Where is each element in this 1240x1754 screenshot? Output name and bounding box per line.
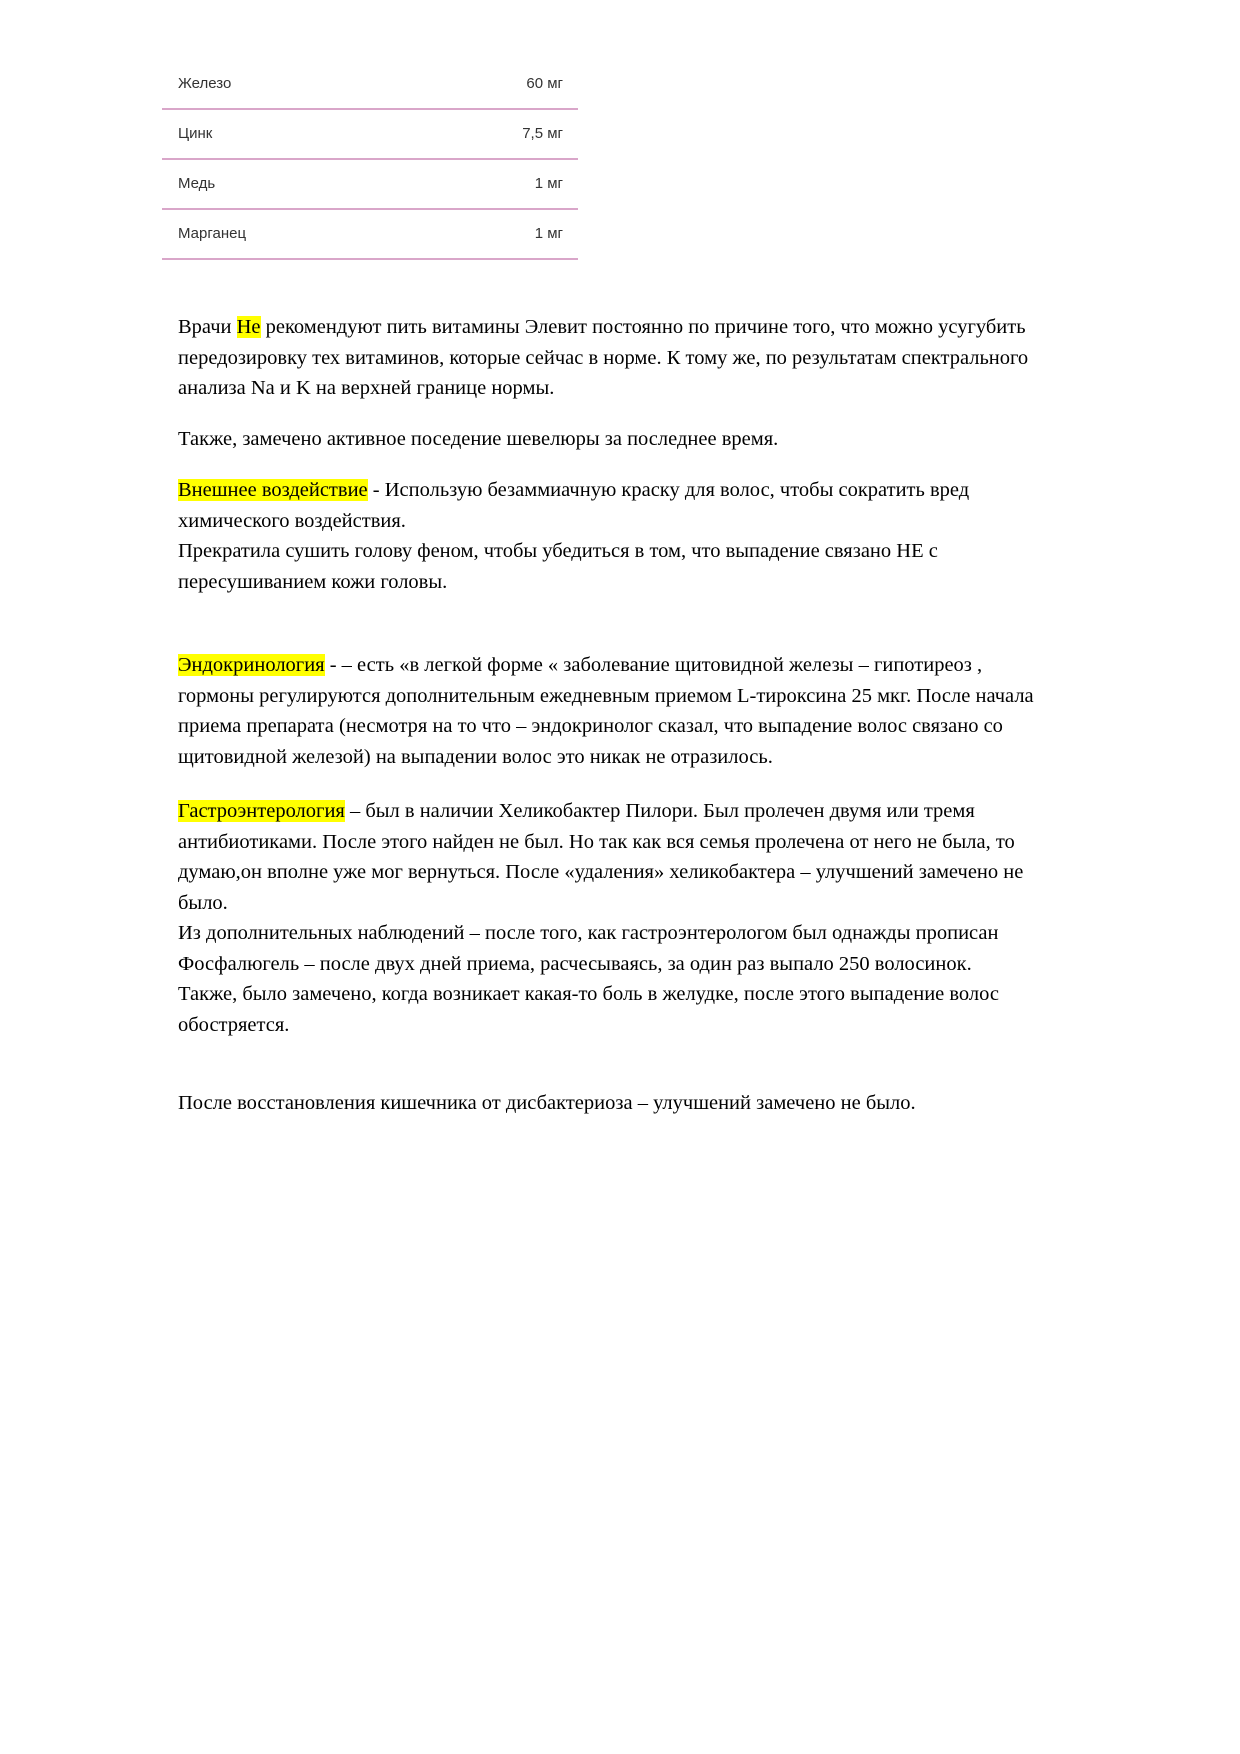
paragraph-line: обостряется. <box>178 1013 290 1036</box>
table-row <box>162 110 578 160</box>
paragraph-line: Также, замечено активное поседение шевелюры за последнее время. <box>178 428 779 450</box>
text-run: – был в наличии Хеликобактер Пилори. Был пролечен двумя или тремя <box>344 800 975 822</box>
gastroenterology-paragraph <box>178 796 1158 1040</box>
paragraph-line: пересушиванием кожи головы. <box>178 570 448 593</box>
paragraph-line: приема препарата (несмотря на то что – эндокринолог сказал, что выпадение волос связано со <box>178 715 1003 737</box>
nutrient-name: Цинк <box>178 125 213 142</box>
paragraph-line: гормоны регулируются дополнительным ежедневным приемом L-тироксина 25 мкг. После начала <box>178 684 1034 707</box>
external-influence-paragraph <box>178 475 1158 597</box>
paragraph-line: После восстановления кишечника от дисбактериоза – улучшений замечено не было. <box>178 1092 916 1114</box>
text-run: рекомендуют пить витамины Элевит постоянно по причине того, что можно усугубить <box>260 316 1026 338</box>
nutrient-name: Медь <box>178 175 216 192</box>
paragraph-line <box>178 312 1158 343</box>
nutrient-amount: 1 мг <box>534 175 563 192</box>
paragraph-line <box>178 650 1158 681</box>
paragraph-line: было. <box>178 891 228 914</box>
nutrient-amount: 60 мг <box>526 75 563 92</box>
paragraph-line: передозировку тех витаминов, которые сейчас в норме. К тому же, по результатам спектрального <box>178 346 1029 369</box>
nutrient-name: Марганец <box>178 225 247 242</box>
paragraph-line: Также, было замечено, когда возникает какая-то боль в желудке, после этого выпадение волос <box>178 983 999 1005</box>
nutrient-table <box>162 60 578 260</box>
paragraph-line: химического воздействия. <box>178 509 406 532</box>
paragraph-line: Фосфалюгель – после двух дней приема, расчесываясь, за один раз выпало 250 волосинок. <box>178 952 972 975</box>
doctors-paragraph <box>178 312 1158 404</box>
nutrient-amount: 7,5 мг <box>522 125 563 142</box>
paragraph-line: антибиотиками. После этого найден не был. Но так как вся семья пролечена от него не была, то <box>178 830 1015 853</box>
text-run: Врачи <box>178 316 237 338</box>
paragraph-line: Прекратила сушить голову феном, чтобы убедиться в том, что выпадение связано НЕ с <box>178 540 938 562</box>
highlighted-word: Не <box>236 316 261 338</box>
section-label: Эндокринология <box>178 654 325 676</box>
section-label: Гастроэнтерология <box>178 800 345 822</box>
text-run: - Использую безаммиачную краску для волос, чтобы сократить вред <box>367 479 970 501</box>
paragraph-line: думаю,он вполне уже мог вернуться. После «удаления» хеликобактера – улучшений замечено не <box>178 861 1024 883</box>
table-row <box>162 160 578 210</box>
nutrient-name: Железо <box>178 75 232 92</box>
paragraph-line: щитовидной железой) на выпадении волос это никак не отразилось. <box>178 745 773 768</box>
endocrinology-paragraph <box>178 650 1158 772</box>
hair-paragraph <box>178 424 1158 455</box>
text-run: - – есть «в легкой форме « заболевание щитовидной железы – гипотиреоз , <box>324 654 983 676</box>
paragraph-line: анализа Na и K на верхней границе нормы. <box>178 377 555 399</box>
table-row <box>162 210 578 260</box>
paragraph-line <box>178 475 1158 506</box>
nutrient-amount: 1 мг <box>534 225 563 242</box>
paragraph-line <box>178 796 1158 827</box>
table-row <box>162 60 578 110</box>
intestine-paragraph <box>178 1088 1158 1119</box>
section-label: Внешнее воздействие <box>178 479 368 501</box>
paragraph-line: Из дополнительных наблюдений – после того, как гастроэнтерологом был однажды прописан <box>178 922 999 944</box>
